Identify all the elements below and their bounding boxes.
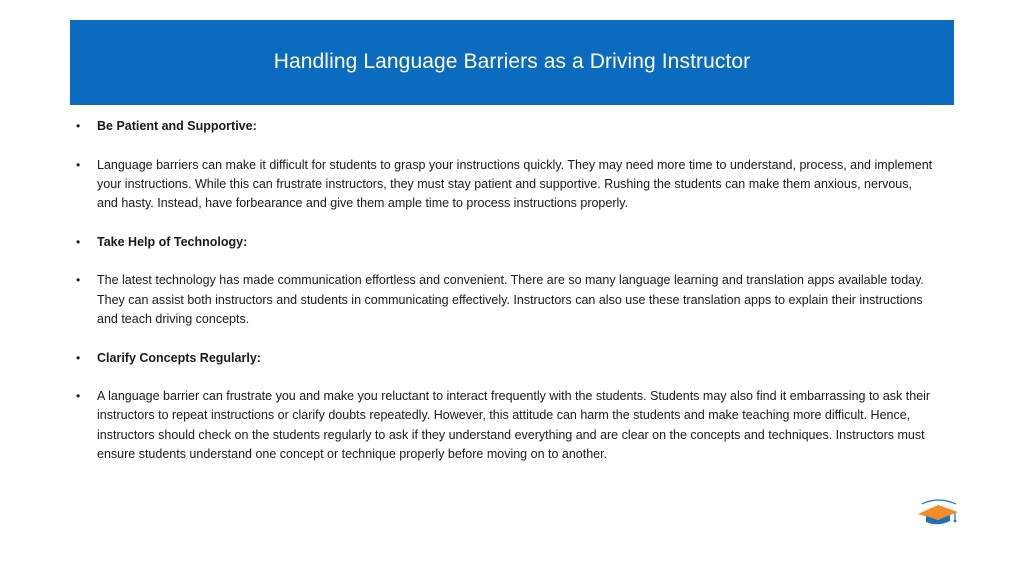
bullet-body-patience	[76, 156, 936, 214]
bullet-dot: •	[76, 234, 81, 249]
slide-title: Handling Language Barriers as a Driving Instructor	[273, 49, 751, 73]
title-banner	[70, 20, 954, 105]
bullet-text: The latest technology has made communication effortless and convenient. There are so many language learning and translation apps available today. They can assist both instructors and students in communicating effectively. Instructors can also use these translation apps to explain their instructions and teach driving concepts.	[97, 273, 924, 326]
bullet-list	[76, 117, 936, 464]
bullet-text: Language barriers can make it difficult for students to grasp your instructions quickly. They may need more time to understand, process, and implement your instructions. While this can frustrate instructors, they must stay patient and supportive. Rushing the students can make them anxious, nervous, and hasty. Instead, have forbearance and give them ample time to process instructions properly.	[97, 157, 933, 211]
bullet-text: Take Help of Technology:	[97, 234, 248, 249]
bullet-dot: •	[76, 389, 81, 404]
bullet-dot: •	[76, 157, 81, 172]
bullet-dot: •	[76, 119, 81, 133]
bullet-text: Be Patient and Supportive:	[97, 119, 257, 133]
bullet-heading-technology	[76, 233, 936, 252]
bullet-text: A language barrier can frustrate you and make you reluctant to interact frequently with the students. Students may also find it embarrassing to ask their instructors to repeat instructions or clarify doubts repeatedly. However, this attitude can harm the students and make teaching more difficult. Hence, instructors should check on the students regularly to ask if they understand everything and are clear on the concepts and techniques. Instructors must ensure students understand one concept or technique properly before moving on to another.	[97, 389, 931, 462]
bullet-body-clarify	[76, 387, 936, 464]
bullet-heading-clarify	[76, 349, 936, 368]
bullet-dot: •	[76, 350, 81, 365]
bullet-body-technology	[76, 271, 936, 329]
graduation-cap-logo-icon	[916, 498, 960, 526]
bullet-text: Clarify Concepts Regularly:	[97, 350, 261, 365]
bullet-dot: •	[76, 273, 81, 288]
bullet-heading-patience	[76, 117, 936, 136]
